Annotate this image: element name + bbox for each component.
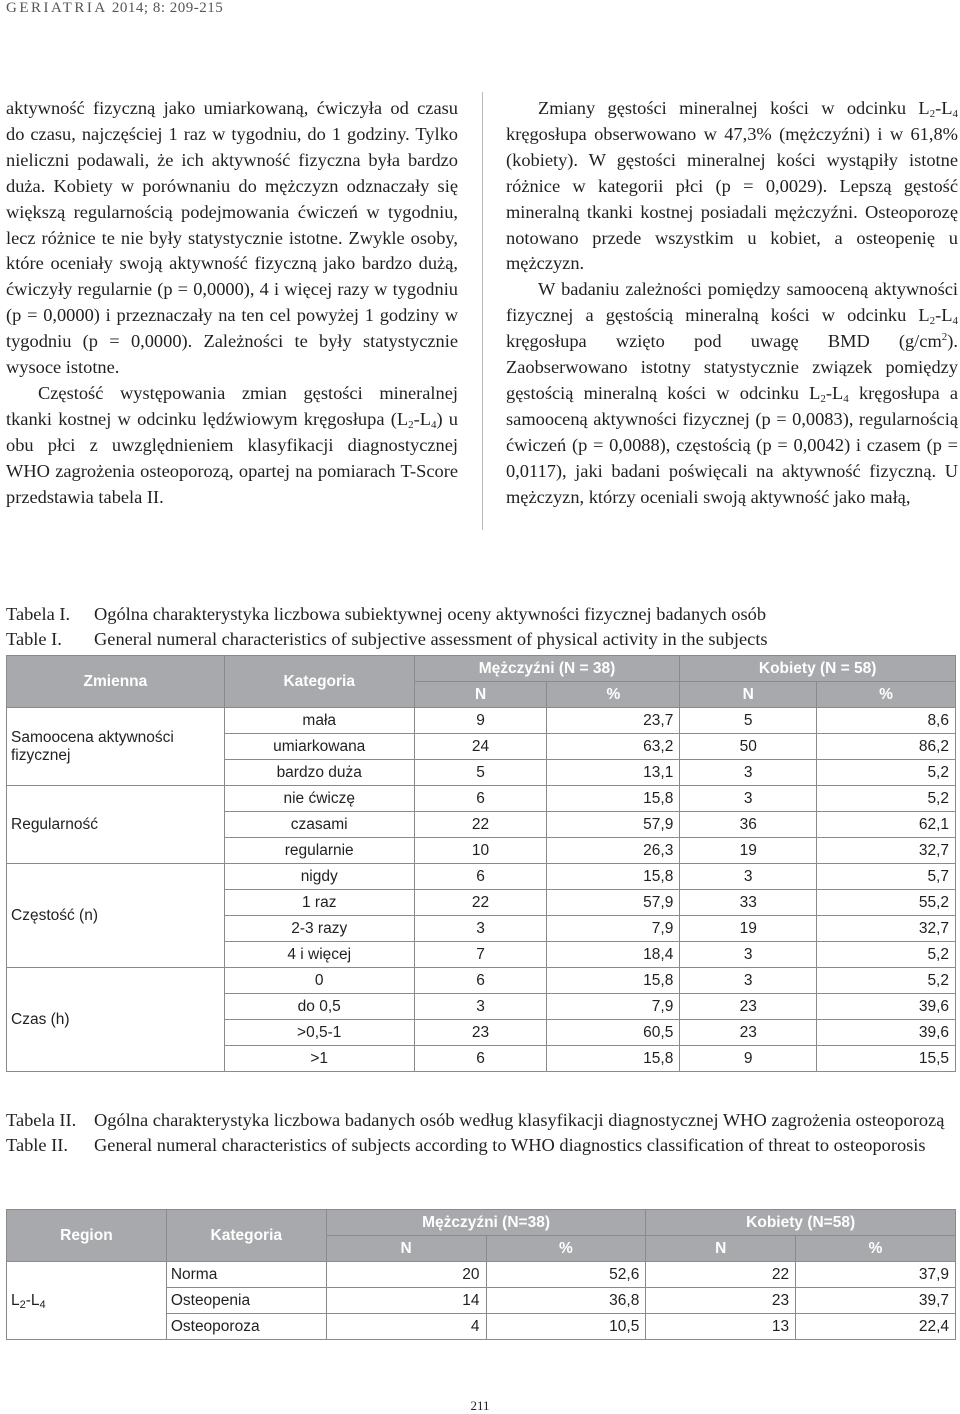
col-header-n: N [326, 1236, 486, 1262]
men-pct-cell: 10,5 [486, 1314, 646, 1340]
women-pct-cell: 55,2 [817, 890, 956, 916]
men-n-cell: 20 [326, 1262, 486, 1288]
table2-label-pl: Tabela II. [6, 1110, 77, 1130]
journal-name: GERIATRIA [6, 0, 108, 16]
men-pct-cell: 23,7 [547, 708, 680, 734]
category-cell: nie ćwiczę [224, 786, 414, 812]
category-cell: Osteopenia [166, 1288, 326, 1314]
category-cell: 0 [224, 968, 414, 994]
col-header-n: N [680, 682, 817, 708]
table2-label-en: Table II. [6, 1135, 69, 1155]
citation: 2014; 8: 209-215 [111, 0, 224, 16]
men-n-cell: 3 [414, 994, 547, 1020]
col-header-variable: Zmienna [7, 656, 225, 708]
men-n-cell: 7 [414, 942, 547, 968]
women-n-cell: 19 [680, 916, 817, 942]
women-n-cell: 3 [680, 942, 817, 968]
category-cell: Osteoporoza [166, 1314, 326, 1340]
table-row [7, 1262, 956, 1288]
women-pct-cell: 15,5 [817, 1046, 956, 1072]
women-pct-cell: 5,2 [817, 942, 956, 968]
variable-cell: Samoocena aktywności fizycznej [7, 708, 225, 786]
women-n-cell: 3 [680, 968, 817, 994]
men-pct-cell: 15,8 [547, 968, 680, 994]
men-n-cell: 23 [414, 1020, 547, 1046]
left-text-column [6, 96, 458, 511]
category-cell: umiarkowana [224, 734, 414, 760]
women-n-cell: 3 [680, 786, 817, 812]
table1-caption [6, 602, 954, 652]
women-n-cell: 22 [646, 1262, 796, 1288]
women-pct-cell: 39,6 [817, 1020, 956, 1046]
variable-cell: Regularność [7, 786, 225, 864]
men-pct-cell: 26,3 [547, 838, 680, 864]
category-cell: nigdy [224, 864, 414, 890]
table2 [6, 1209, 956, 1340]
table-row [7, 708, 956, 734]
category-cell: 4 i więcej [224, 942, 414, 968]
page-number: 211 [470, 1398, 490, 1413]
men-pct-cell: 36,8 [486, 1288, 646, 1314]
variable-cell: Czas (h) [7, 968, 225, 1072]
men-pct-cell: 52,6 [486, 1262, 646, 1288]
men-pct-cell: 57,9 [547, 812, 680, 838]
women-n-cell: 5 [680, 708, 817, 734]
table2-caption-pl: Ogólna charakterystyka liczbowa badanych osób według klasyfikacji diagnostycznej WHO zagrożenia osteoporozą [94, 1110, 945, 1130]
table1-caption-pl: Ogólna charakterystyka liczbowa subiektywnej oceny aktywności fizycznej badanych osób [94, 604, 767, 624]
category-cell: bardzo duża [224, 760, 414, 786]
men-pct-cell: 15,8 [547, 864, 680, 890]
category-cell: regularnie [224, 838, 414, 864]
men-n-cell: 22 [414, 812, 547, 838]
men-n-cell: 24 [414, 734, 547, 760]
col-header-region: Region [7, 1210, 167, 1262]
right-text-column [506, 96, 958, 511]
women-n-cell: 23 [680, 1020, 817, 1046]
women-n-cell: 3 [680, 864, 817, 890]
women-n-cell: 13 [646, 1314, 796, 1340]
women-pct-cell: 8,6 [817, 708, 956, 734]
women-pct-cell: 5,2 [817, 786, 956, 812]
men-pct-cell: 15,8 [547, 1046, 680, 1072]
men-pct-cell: 60,5 [547, 1020, 680, 1046]
men-pct-cell: 13,1 [547, 760, 680, 786]
col-header-men: Mężczyźni (N=38) [326, 1210, 646, 1236]
col-header-women: Kobiety (N=58) [646, 1210, 956, 1236]
men-n-cell: 4 [326, 1314, 486, 1340]
running-head [6, 0, 223, 17]
women-pct-cell: 5,7 [817, 864, 956, 890]
men-n-cell: 10 [414, 838, 547, 864]
women-n-cell: 50 [680, 734, 817, 760]
men-n-cell: 9 [414, 708, 547, 734]
men-pct-cell: 57,9 [547, 890, 680, 916]
category-cell: >1 [224, 1046, 414, 1072]
women-pct-cell: 62,1 [817, 812, 956, 838]
women-n-cell: 23 [646, 1288, 796, 1314]
women-pct-cell: 86,2 [817, 734, 956, 760]
women-pct-cell: 22,4 [796, 1314, 956, 1340]
table-row [7, 864, 956, 890]
women-n-cell: 23 [680, 994, 817, 1020]
men-n-cell: 6 [414, 864, 547, 890]
table2-caption [6, 1108, 954, 1158]
men-pct-cell: 7,9 [547, 916, 680, 942]
men-pct-cell: 63,2 [547, 734, 680, 760]
women-pct-cell: 39,6 [817, 994, 956, 1020]
table1 [6, 655, 956, 1072]
men-n-cell: 5 [414, 760, 547, 786]
women-pct-cell: 5,2 [817, 760, 956, 786]
men-pct-cell: 18,4 [547, 942, 680, 968]
women-pct-cell: 37,9 [796, 1262, 956, 1288]
women-n-cell: 33 [680, 890, 817, 916]
region-cell: $L_2-L_4$ [7, 1262, 167, 1340]
col-header-category: Kategoria [166, 1210, 326, 1262]
col-header-pct: % [817, 682, 956, 708]
women-n-cell: 19 [680, 838, 817, 864]
table1-caption-en: General numeral characteristics of subjective assessment of physical activity in the subjects [94, 629, 768, 649]
women-n-cell: 3 [680, 760, 817, 786]
table-row [7, 968, 956, 994]
women-pct-cell: 39,7 [796, 1288, 956, 1314]
category-cell: do 0,5 [224, 994, 414, 1020]
men-n-cell: 3 [414, 916, 547, 942]
women-n-cell: 36 [680, 812, 817, 838]
men-n-cell: 6 [414, 968, 547, 994]
paragraph: aktywność fizyczną jako umiarkowaną, ćwiczyła od czasu do czasu, najczęściej 1 raz w tygodniu, do 1 godziny. Tylko nieliczni podawali, że ich aktywność fizyczna była bardzo duża. Kobiety w porównaniu do mężczyzn odznaczały się większą regularnością podejmowania ćwiczeń w tygodniu, lecz różnice te nie były statystycznie istotne. Zwykle osoby, które oceniały swoją aktywność fizyczną jako bardzo dużą, ćwiczyły regularnie (p = 0,0000), 4 i więcej razy w tygodniu (p = 0,0000) i przeznaczały na ten cel powyżej 1 godziny w tygodniu (p = 0,0000). Zależności te były statystycznie wysoce istotne. [6, 98, 458, 378]
women-pct-cell: 32,7 [817, 916, 956, 942]
table-row [7, 786, 956, 812]
men-n-cell: 22 [414, 890, 547, 916]
men-pct-cell: 15,8 [547, 786, 680, 812]
women-n-cell: 9 [680, 1046, 817, 1072]
category-cell: Norma [166, 1262, 326, 1288]
women-pct-cell: 32,7 [817, 838, 956, 864]
paragraph: Częstość występowania zmian gęstości mineralnej tkanki kostnej w odcinku lędźwiowym kręgosłupa $(L_2-L_4)$ u obu płci z uwzględnieniem klasyfikacji diagnostycznej WHO zagrożenia osteoporozą, opartej na pomiarach T-Score przedstawia tabela II. [6, 382, 458, 507]
men-n-cell: 14 [326, 1288, 486, 1314]
men-n-cell: 6 [414, 1046, 547, 1072]
paragraph: W badaniu zależności pomiędzy samooceną aktywności fizycznej a gęstością mineralną kości w odcinku $L_2-L_4$ kręgosłupa wzięto pod uwagę BMD $(g/cm^2)$. Zaobserwowano istotny statystycznie związek pomiędzy gęstością mineralną kości w odcinku $L_2-L_4$ kręgosłupa a samooceną aktywności fizycznej (p = 0,0083), regularnością ćwiczeń (p = 0,0088), częstością (p = 0,0042) i czasem (p = 0,0117), jaki badani poświęcali na aktywność fizyczną. U mężczyzn, którzy oceniali swoją aktywność jako małą, [506, 279, 958, 507]
category-cell: >0,5-1 [224, 1020, 414, 1046]
col-header-men: Mężczyźni (N = 38) [414, 656, 680, 682]
col-header-n: N [414, 682, 547, 708]
women-pct-cell: 5,2 [817, 968, 956, 994]
category-cell: 1 raz [224, 890, 414, 916]
variable-cell: Częstość (n) [7, 864, 225, 968]
category-cell: czasami [224, 812, 414, 838]
column-divider [482, 92, 483, 530]
paragraph: Zmiany gęstości mineralnej kości w odcinku $L_2-L_4$ kręgosłupa obserwowano w 47,3% (mężczyźni) i w 61,8% (kobiety). W gęstości mineralnej kości wystąpiły istotne różnice w kategorii płci (p = 0,0029). Lepszą gęstość mineralną tkanki kostnej posiadali mężczyźni. Osteoporozę notowano przede wszystkim u kobiet, a osteopenię u mężczyzn. [506, 98, 958, 274]
col-header-pct: % [486, 1236, 646, 1262]
col-header-pct: % [796, 1236, 956, 1262]
category-cell: mała [224, 708, 414, 734]
table1-label-pl: Tabela I. [6, 604, 71, 624]
men-pct-cell: 7,9 [547, 994, 680, 1020]
table1-label-en: Table I. [6, 629, 62, 649]
col-header-category: Kategoria [224, 656, 414, 708]
col-header-women: Kobiety (N = 58) [680, 656, 956, 682]
col-header-pct: % [547, 682, 680, 708]
men-n-cell: 6 [414, 786, 547, 812]
col-header-n: N [646, 1236, 796, 1262]
table2-caption-en: General numeral characteristics of subjects according to WHO diagnostics classification of threat to osteoporosis [94, 1135, 926, 1155]
category-cell: 2-3 razy [224, 916, 414, 942]
